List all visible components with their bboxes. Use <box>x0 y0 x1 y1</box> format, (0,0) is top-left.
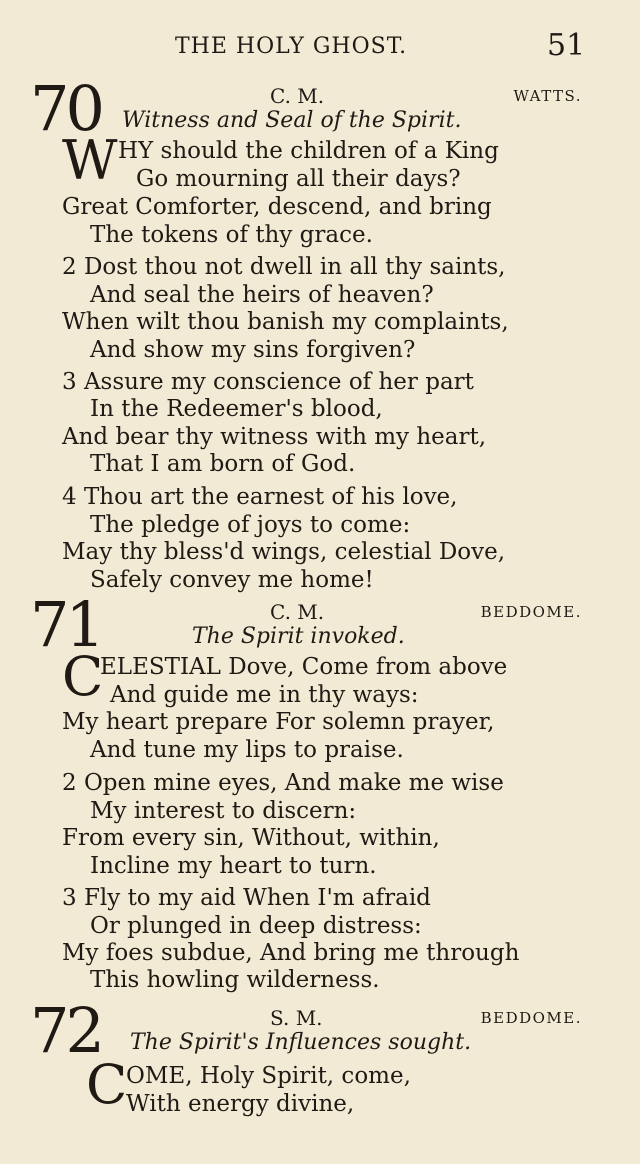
verse-line: My foes subdue, And bring me through <box>62 940 520 966</box>
hymn-author: WATTS. <box>513 87 582 105</box>
verse-line: The tokens of thy grace. <box>90 222 373 248</box>
hymn-meter: S. M. <box>270 1006 323 1030</box>
verse-line: Great Comforter, descend, and bring <box>62 194 492 220</box>
page-header <box>0 28 640 68</box>
hymn-author: BEDDOME. <box>480 603 582 621</box>
verse-line: My heart prepare For solemn prayer, <box>62 709 495 735</box>
verse-line: 3 Fly to my aid When I'm afraid <box>62 885 431 911</box>
hymn-title: The Spirit's Influences sought. <box>130 1030 472 1055</box>
verse-line: Safely convey me home! <box>90 567 374 593</box>
hymn-meter: C. M. <box>270 84 325 108</box>
verse-line: Incline my heart to turn. <box>90 853 377 879</box>
drop-cap: C <box>86 1053 128 1116</box>
verse-line: In the Redeemer's blood, <box>90 396 383 422</box>
verse-line: Or plunged in deep distress: <box>90 913 422 939</box>
hymn-title: Witness and Seal of the Spirit. <box>122 108 462 133</box>
verse-line: With energy divine, <box>126 1091 355 1117</box>
verse-line: And seal the heirs of heaven? <box>90 282 434 308</box>
hymn-number: 72 <box>30 994 101 1067</box>
verse-line: That I am born of God. <box>90 451 356 477</box>
verse-line: And tune my lips to praise. <box>90 737 404 763</box>
hymn-number: 70 <box>30 72 101 145</box>
drop-cap: C <box>62 645 104 708</box>
verse-line: My interest to discern: <box>90 798 357 824</box>
hymn-meter: C. M. <box>270 600 325 624</box>
verse-line: And show my sins forgiven? <box>90 337 416 363</box>
verse-line: Go mourning all their days? <box>136 166 461 192</box>
verse-line: 2 Open mine eyes, And make me wise <box>62 770 504 796</box>
verse-line: And guide me in thy ways: <box>110 682 419 708</box>
running-head: THE HOLY GHOST. <box>175 34 408 59</box>
verse-line: From every sin, Without, within, <box>62 825 440 851</box>
hymn-author: BEDDOME. <box>480 1009 582 1027</box>
verse-line: 2 Dost thou not dwell in all thy saints, <box>62 254 506 280</box>
verse-line: 4 Thou art the earnest of his love, <box>62 484 458 510</box>
drop-cap: W <box>62 129 118 192</box>
verse-line: OME, Holy Spirit, come, <box>126 1063 411 1089</box>
verse-line: When wilt thou banish my complaints, <box>62 309 509 335</box>
verse-line: ELESTIAL Dove, Come from above <box>100 654 508 680</box>
verse-line: HY should the children of a King <box>118 138 499 164</box>
verse-line: May thy bless'd wings, celestial Dove, <box>62 539 506 565</box>
verse-line: This howling wilderness. <box>90 967 380 993</box>
hymn-number: 71 <box>30 588 101 661</box>
hymn-title: The Spirit invoked. <box>192 624 405 649</box>
verse-line: The pledge of joys to come: <box>90 512 411 538</box>
page-number: 51 <box>547 28 586 63</box>
verse-line: 3 Assure my conscience of her part <box>62 369 474 395</box>
verse-line: And bear thy witness with my heart, <box>62 424 487 450</box>
